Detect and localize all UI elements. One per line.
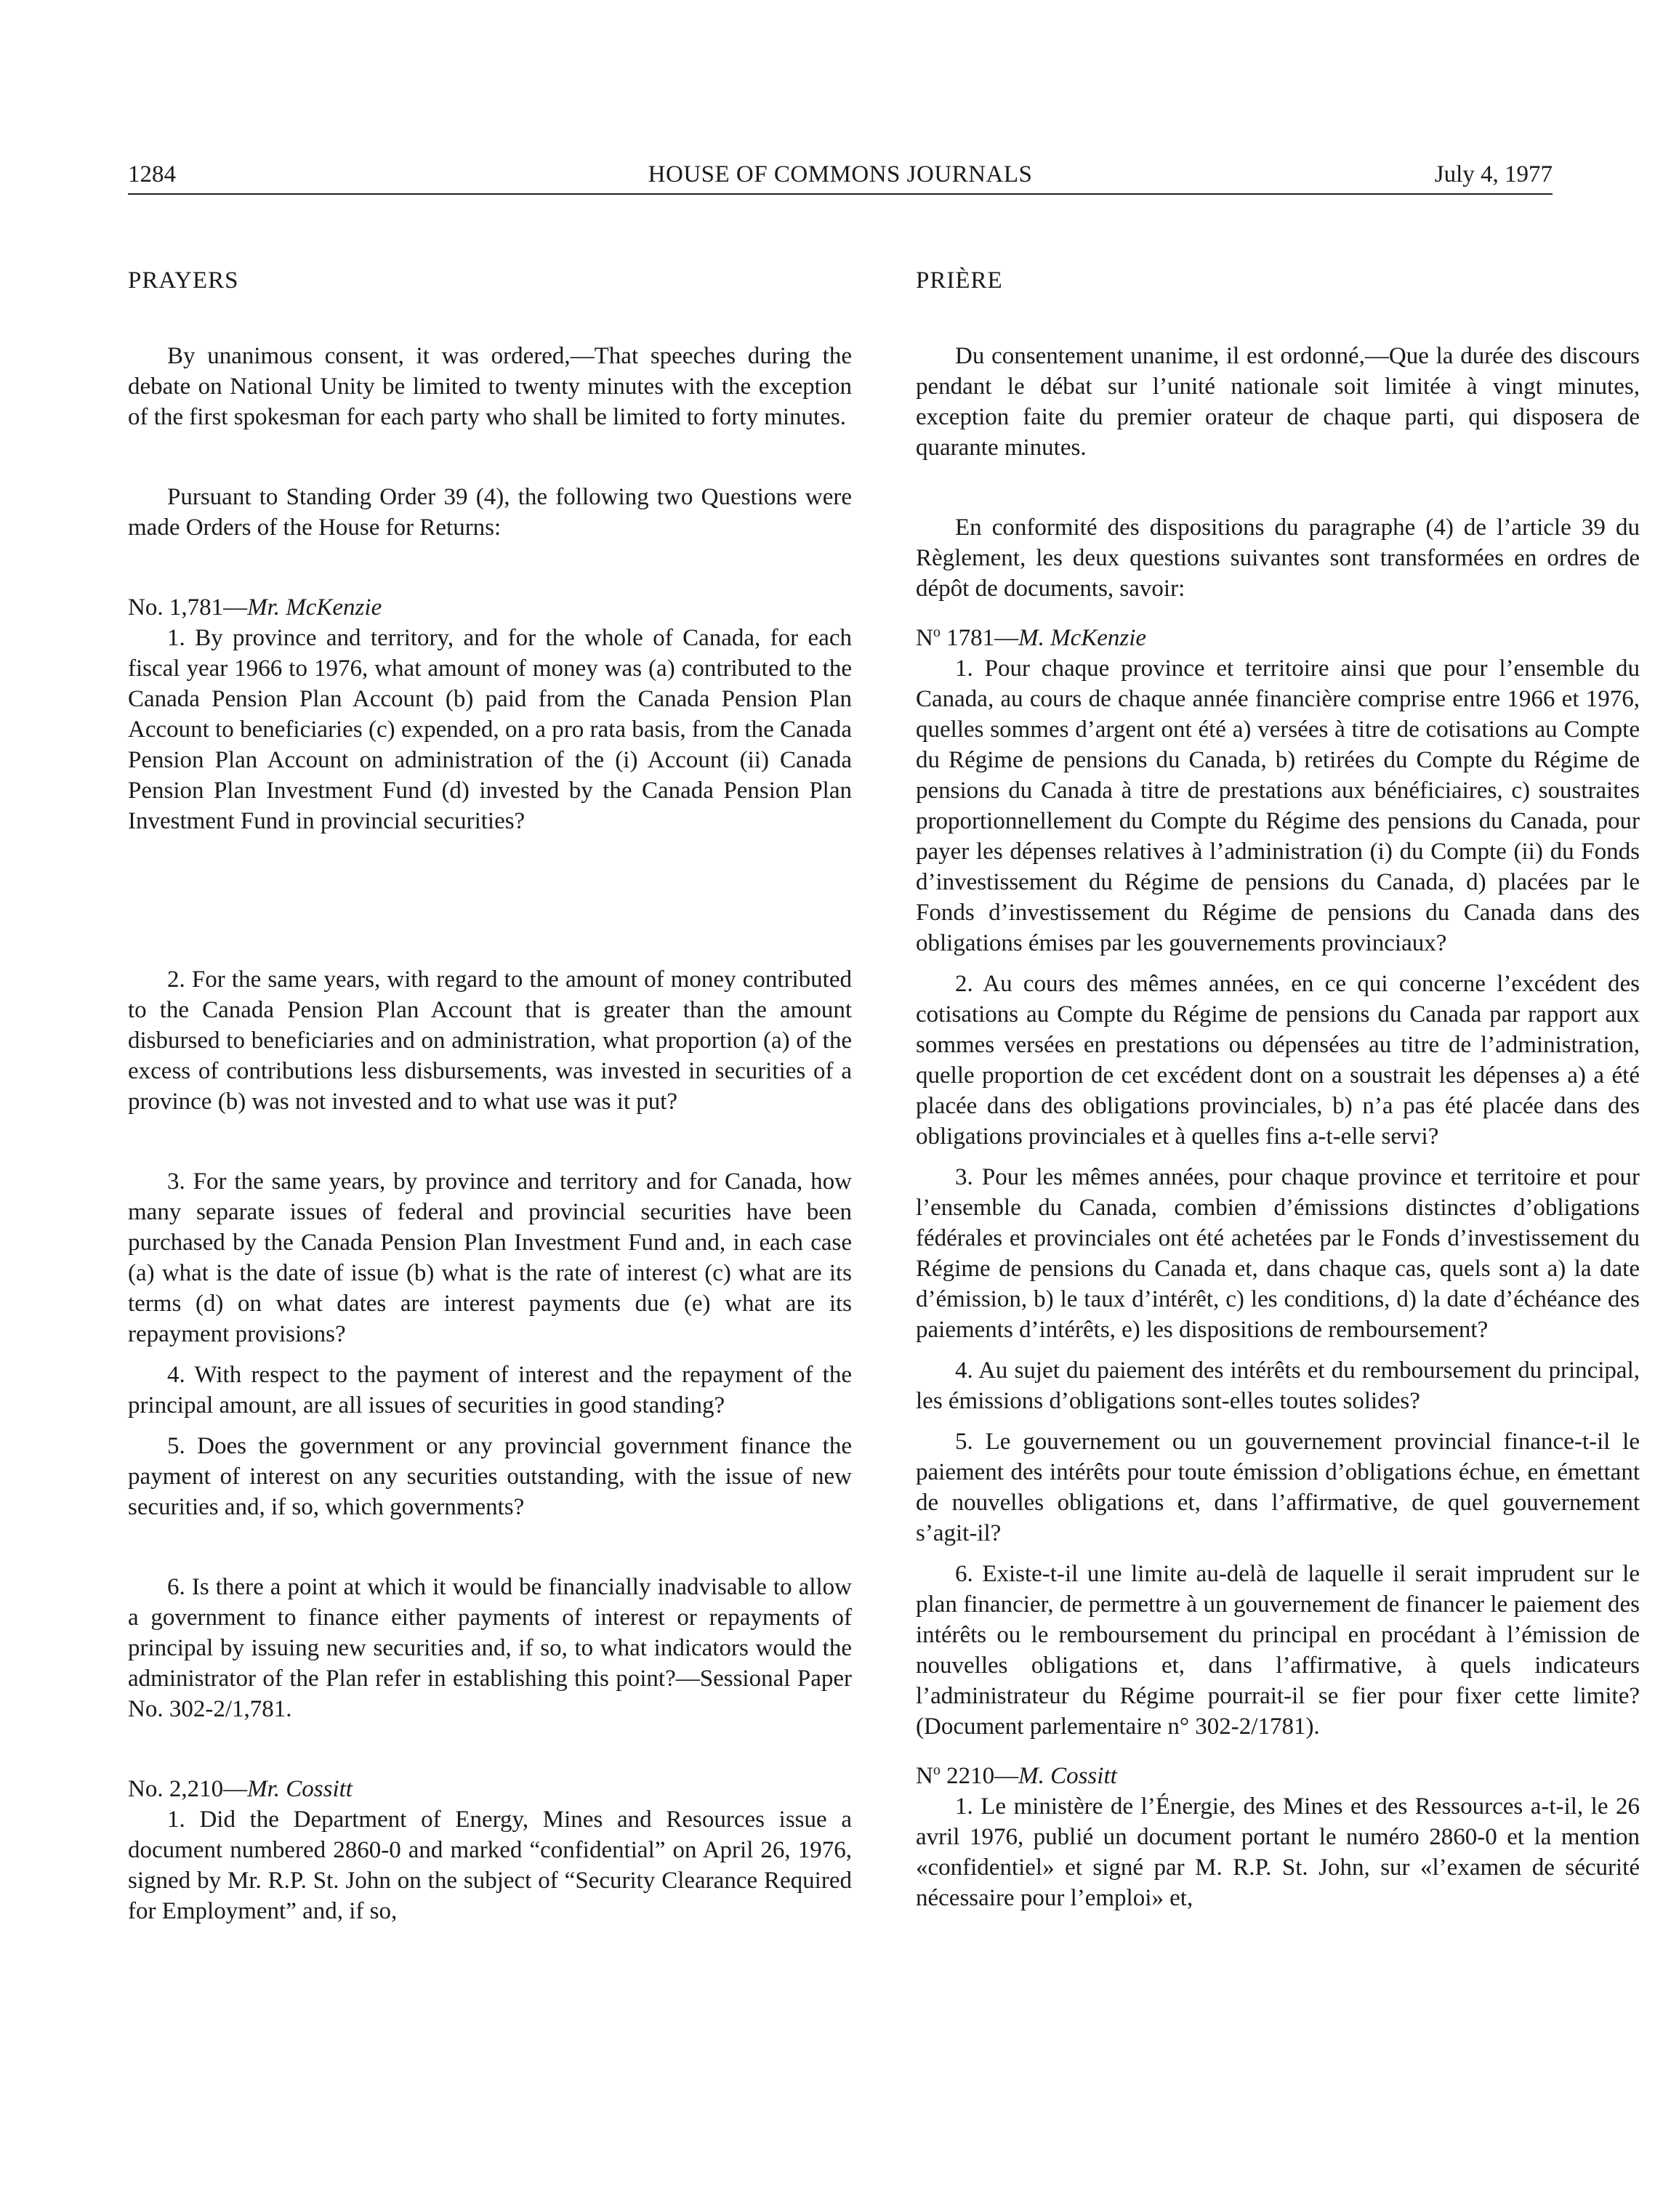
priere-heading: PRIÈRE xyxy=(916,267,1003,294)
question-1781-item-5-fr: 5. Le gouvernement ou un gouvernement provincial finance-t-il le paiement des intérêts pour toute émission d’obligations échue, en émettant de nouvelles obligations et, dans l’affirmative, de quel gouvernement s’agit-il? xyxy=(916,1429,1640,1546)
question-1781-item-3-fr: 3. Pour les mêmes années, pour chaque province et territoire et pour l’ensemble du Canada, combien d’émissions distinctes d’obligations fédérales et provinciales ont été achetées par le Fonds d’investissement du Régime de pensions du Canada et, dans chaque cas, quels sont a) la date d’émission, b) le taux d’intérêt, c) les conditions, d) la date d’échéance des paiements d’intérêts, e) les dispositions de remboursement? xyxy=(916,1164,1640,1343)
question-number: 1781— xyxy=(940,625,1019,651)
question-1781-item-4-fr: 4. Au sujet du paiement des intérêts et du remboursement du principal, les émissions d’obligations sont-elles toutes solides? xyxy=(916,1357,1640,1414)
numero-superscript: o xyxy=(933,624,941,640)
question-number: No. 1,781— xyxy=(128,594,248,621)
header-date: July 4, 1977 xyxy=(1434,161,1553,187)
numero-abbrev: N xyxy=(916,625,933,651)
numero-abbrev: N xyxy=(916,1763,933,1789)
question-1781-item-2-fr: 2. Au cours des mêmes années, en ce qui concerne l’excédent des cotisations au Compte du Régime de pensions du Canada par rapport aux sommes versées en prestations ou dépensées au titre de l’administration, quelle proportion de cet excédent dont on a soustrait les dépenses a) a été placée dans des obligations provinciales, b) n’a pas été placée dans des obligations provinciales et à quelles fins a-t-elle servi? xyxy=(916,971,1640,1150)
unanimous-consent-paragraph: By unanimous consent, it was ordered,—That speeches during the debate on National Unity be limited to twenty minutes with the exception of the first spokesman for each party who shall be limited to forty minutes. xyxy=(128,343,852,430)
member-name: M. McKenzie xyxy=(1018,625,1147,651)
french-column xyxy=(916,265,1640,1913)
question-1781-title xyxy=(128,592,852,623)
question-1781-item-3: 3. For the same years, by province and territory and for Canada, how many separate issues of federal and provincial securities have been purchased by the Canada Pension Plan Investment Fund and, in each case (a) what is the date of issue (b) what is the rate of interest (c) what are its terms (d) on what dates are interest payments due (e) what are its repayment provisions? xyxy=(128,1168,852,1347)
question-1781-item-1-fr: 1. Pour chaque province et territoire ainsi que pour l’ensemble du Canada, au cours de chaque année financière comprise entre 1966 et 1976, quelles sommes d’argent ont été a) versées à titre de cotisations au Compte du Régime de pensions du Canada, b) retirées du Compte du Régime de pensions du Canada à titre de prestations aux bénéficiaires, c) soustraites proportionnellement du Compte du Régime des pensions du Canada, pour payer les dépenses relatives à l’administration (i) du Compte (ii) du Fonds d’investissement du Régime de pensions du Canada, d) placées par le Fonds d’investissement du Régime de pensions du Canada dans des obligations émises par les gouvernements provinciaux? xyxy=(916,655,1640,956)
member-name: Mr. Cossitt xyxy=(247,1776,353,1802)
question-1781-item-4: 4. With respect to the payment of interest and the repayment of the principal amount, are all issues of securities in good standing? xyxy=(128,1362,852,1418)
question-1781-item-6-fr: 6. Existe-t-il une limite au-delà de laquelle il serait imprudent sur le plan financier, de permettre à un gouvernement de financer le paiement des intérêts ou le remboursement du principal en procédant à l’émission de nouvelles obligations et, dans l’affirmative, à quels indicateurs l’administrateur du Régime pourrait-il se fier pour fixer cette limite? (Document parlementaire n° 302-2/1781). xyxy=(916,1561,1640,1740)
journal-title: HOUSE OF COMMONS JOURNALS xyxy=(648,161,1033,187)
standing-order-paragraph: Pursuant to Standing Order 39 (4), the following two Questions were made Orders of the House for Returns: xyxy=(128,484,852,541)
question-1781-item-6: 6. Is there a point at which it would be financially inadvisable to allow a government to finance either payments of interest or repayments of principal by issuing new securities and, if so, to what indicators would the administrator of the Plan refer in establishing this point?—Sessional Paper No. 302-2/1,781. xyxy=(128,1574,852,1722)
question-number: 2210— xyxy=(940,1763,1019,1789)
question-1781-item-5: 5. Does the government or any provincial government finance the payment of interest on any securities outstanding, with the issue of new securities and, if so, which governments? xyxy=(128,1433,852,1520)
member-name: M. Cossitt xyxy=(1018,1763,1117,1789)
numero-superscript: o xyxy=(933,1762,941,1778)
question-number: No. 2,210— xyxy=(128,1776,248,1802)
consentement-paragraph: Du consentement unanime, il est ordonné,—Que la durée des discours pendant le débat sur l’unité nationale soit limitée à vingt minutes, exception faite du premier orateur de chaque parti, qui disposera de quarante minutes. xyxy=(916,343,1640,461)
english-column xyxy=(128,265,852,1926)
prayers-heading: PRAYERS xyxy=(128,267,239,294)
question-1781-item-1: 1. By province and territory, and for the whole of Canada, for each fiscal year 1966 to 1976, what amount of money was (a) contributed to the Canada Pension Plan Account (b) paid from the Canada Pension Plan Account to beneficiaries (c) expended, on a pro rata basis, from the Canada Pension Plan Account on administration of the (i) Account (ii) Canada Pension Plan Investment Fund (d) invested by the Canada Pension Plan Investment Fund in provincial securities? xyxy=(128,625,852,834)
question-2210-item-1: 1. Did the Department of Energy, Mines and Resources issue a document numbered 2860-0 and marked “confidential” on April 26, 1976, signed by Mr. R.P. St. John on the subject of “Security Clearance Required for Employment” and, if so, xyxy=(128,1807,852,1924)
header-rule xyxy=(128,193,1553,195)
question-2210-item-1-fr: 1. Le ministère de l’Énergie, des Mines et des Ressources a-t-il, le 26 avril 1976, publié un document portant le numéro 2860-0 et la mention «confidentiel» et signé par M. R.P. St. John, sur «l’examen de sécurité nécessaire pour l’emploi» et, xyxy=(916,1793,1640,1911)
question-2210-title-fr xyxy=(916,1761,1640,1791)
question-1781-item-2: 2. For the same years, with regard to the amount of money contributed to the Canada Pension Plan Account that is greater than the amount disbursed to beneficiaries and on administration, what proportion (a) of the excess of contributions less disbursements, was invested in securities of a province (b) was not invested and to what use was it put? xyxy=(128,966,852,1115)
page-number: 1284 xyxy=(128,161,176,187)
member-name: Mr. McKenzie xyxy=(247,594,382,621)
question-1781-title-fr xyxy=(916,623,1640,653)
reglement-paragraph: En conformité des dispositions du paragraphe (4) de l’article 39 du Règlement, les deux questions suivantes sont transformées en ordres de dépôt de documents, savoir: xyxy=(916,514,1640,602)
question-2210-title xyxy=(128,1774,852,1804)
